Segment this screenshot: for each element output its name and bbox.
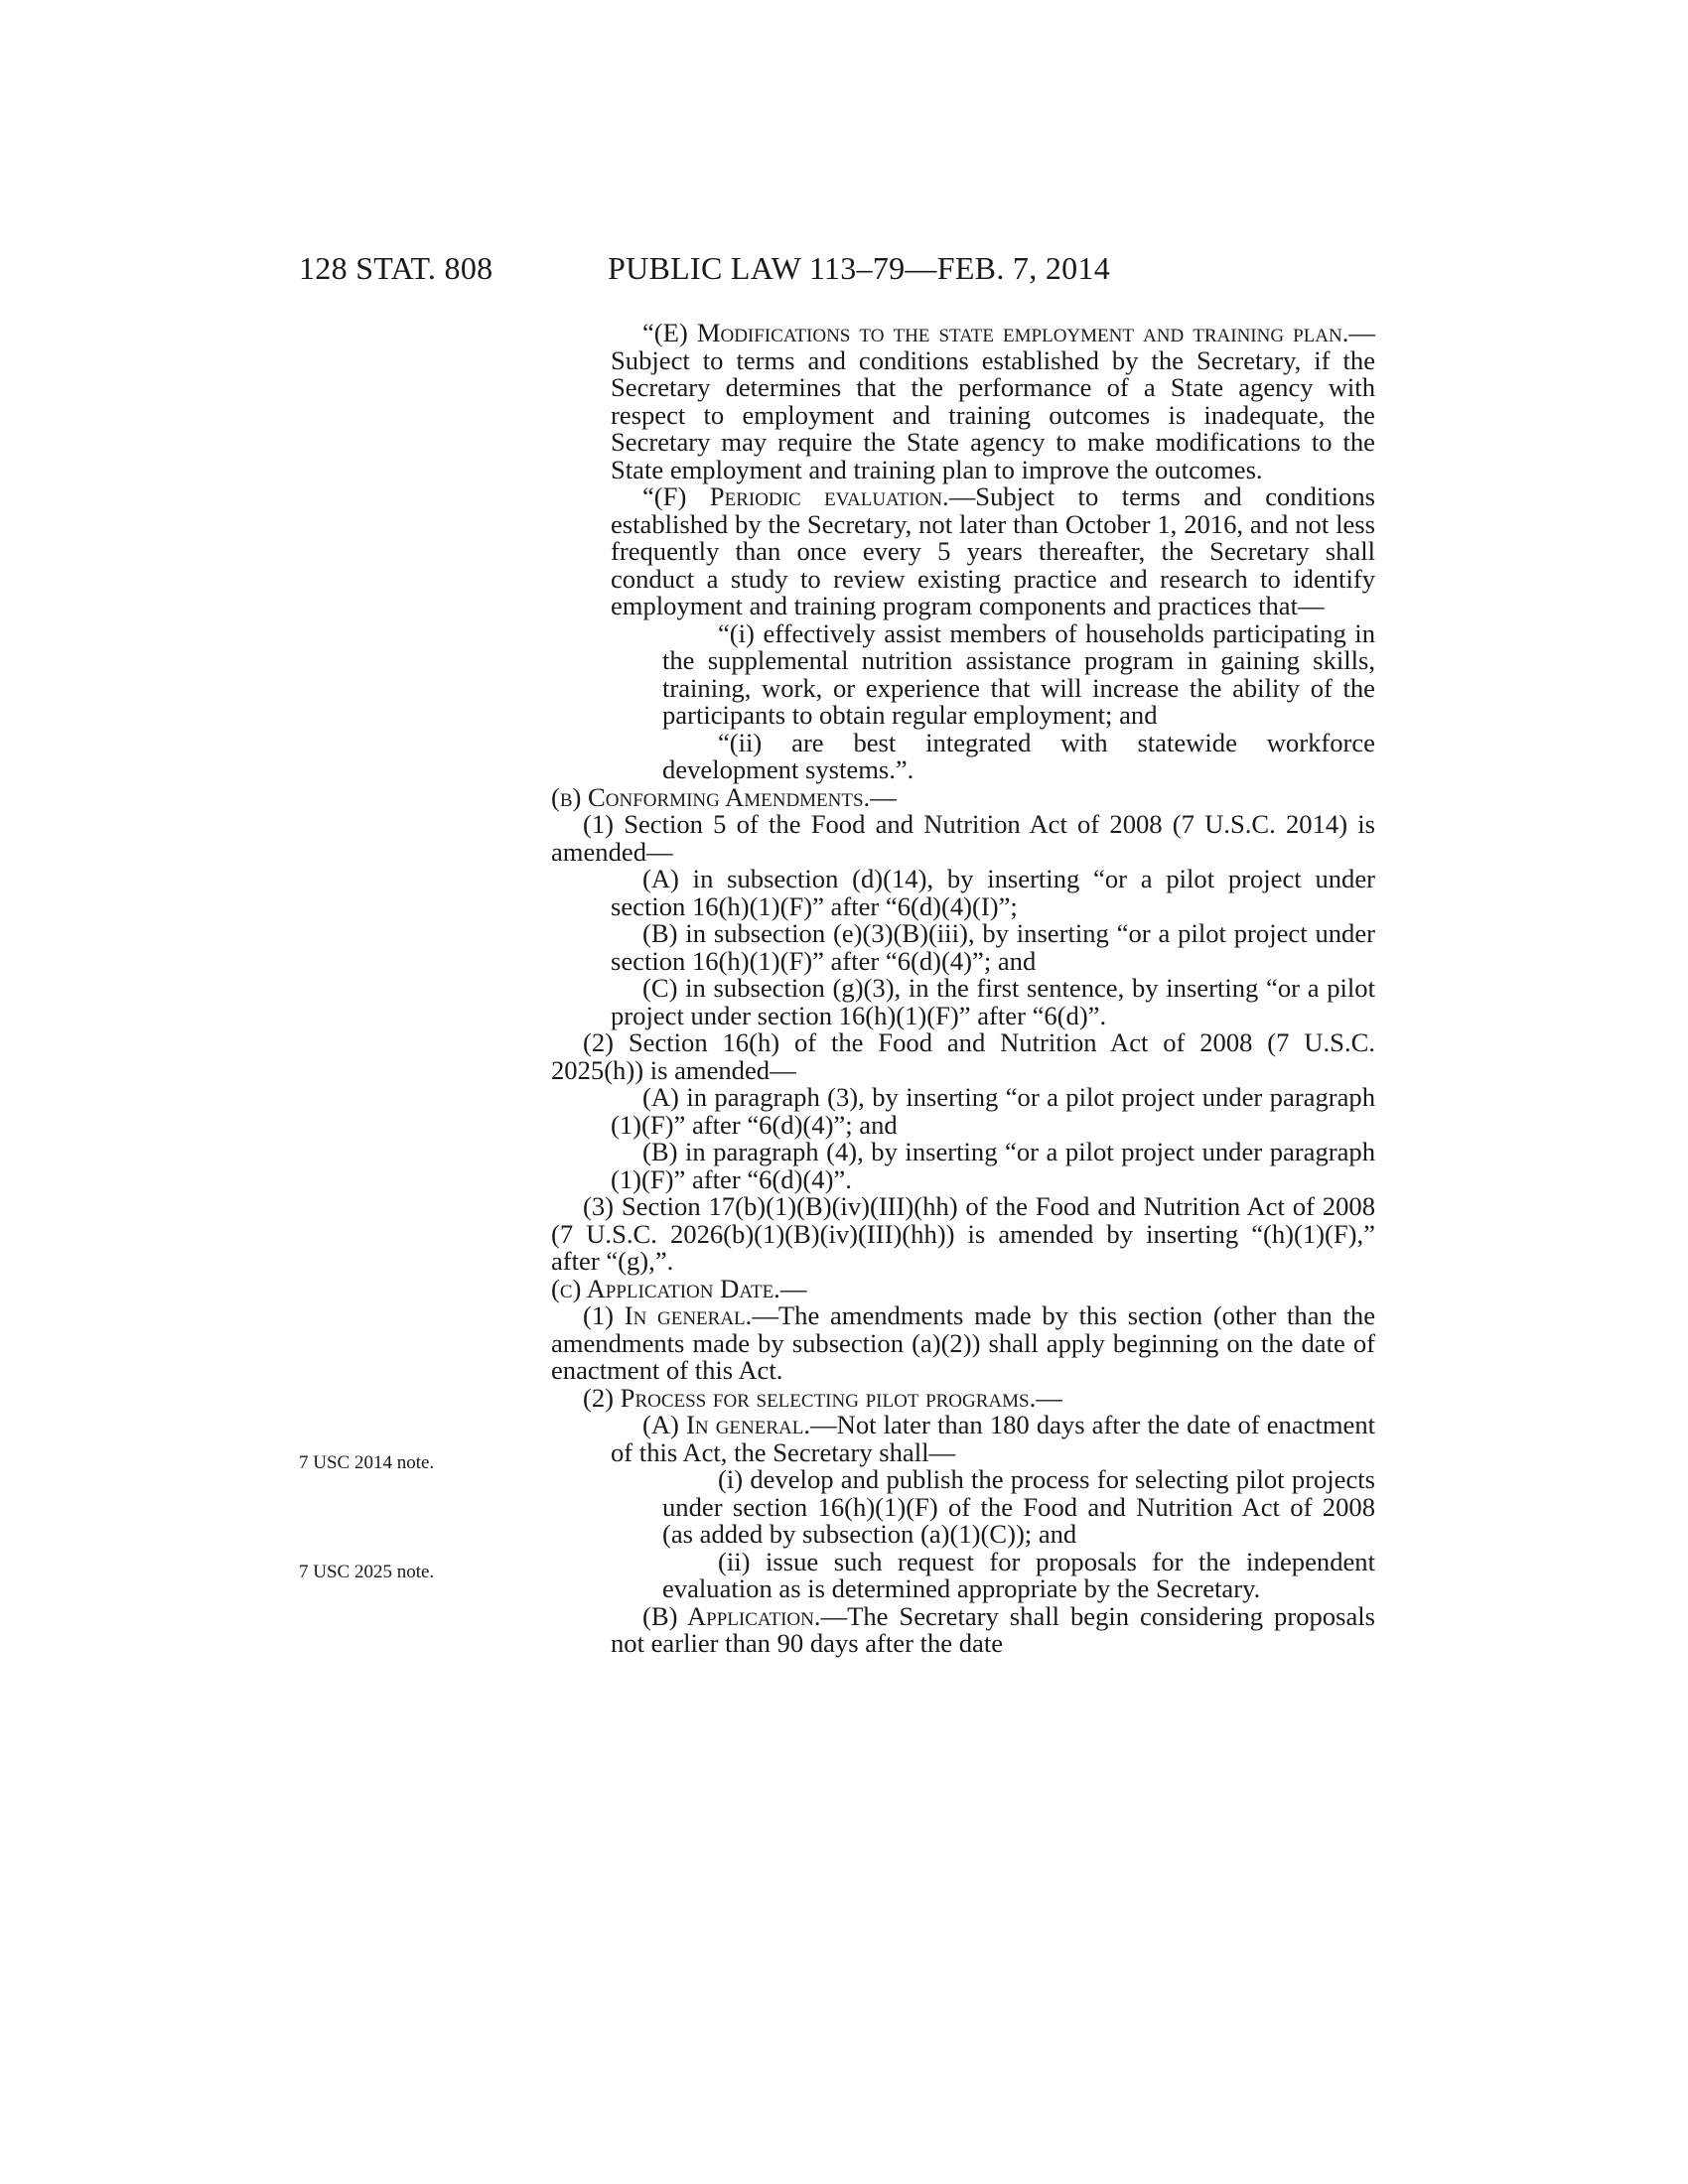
subsection-b-title: (b) Conforming Amendments.— [551, 781, 897, 812]
heading-f: “(F) Periodic evaluation. [642, 481, 949, 511]
paragraph-e [551, 320, 1375, 483]
heading-c2-b: (B) Application. [642, 1600, 821, 1631]
text-f: —Subject to terms and conditions established by the Secretary, not later than October 1, 2016, and not less frequently than once every 5 years thereafter, the Secretary shall conduct a study to review existing practice and research to identify employment and training program components and practices that— [611, 481, 1375, 620]
margin-note-usc-2025: 7 USC 2025 note. [299, 1562, 435, 1582]
subsection-c-title: (c) Application Date.— [551, 1273, 807, 1303]
subparagraph-b1-a: (A) in subsection (d)(14), by inserting “or a pilot project under section 16(h)(1)(F)” after “6(d)(4)(I)”; [611, 864, 1375, 921]
subparagraph-b1-c: (C) in subsection (g)(3), in the first sentence, by inserting “or a pilot project under section 16(h)(1)(F)” after “6(d)”. [611, 973, 1375, 1030]
subsection-c-heading [551, 1273, 1375, 1303]
paragraph-b2: (2) Section 16(h) of the Food and Nutrition Act of 2008 (7 U.S.C. 2025(h)) is amended— [551, 1027, 1375, 1085]
subparagraph-b1-b: (B) in subsection (e)(3)(B)(iii), by inserting “or a pilot project under section 16(h)(1)(F)” after “6(d)(4)”; and [611, 918, 1375, 976]
subparagraph-c2-a [551, 1412, 1375, 1466]
text-e: —Subject to terms and conditions established by the Secretary, if the Secretary determines that the performance of a State agency with respect to employment and training outcomes is inadequate, the Secretary may require the State agency to make modifications to the State employment and training plan to improve the outcomes. [611, 318, 1375, 484]
paragraph-b1: (1) Section 5 of the Food and Nutrition Act of 2008 (7 U.S.C. 2014) is amended— [551, 809, 1375, 867]
margin-note-usc-2014: 7 USC 2014 note. [299, 1452, 435, 1473]
heading-c1: (1) In general. [583, 1300, 753, 1330]
paragraph-c1 [551, 1302, 1375, 1385]
heading-c2-a: (A) In general. [642, 1410, 811, 1439]
clause-f-ii: “(ii) are best integrated with statewide workforce development systems.”. [662, 727, 1375, 784]
paragraph-f [551, 483, 1375, 620]
text-c1: —The amendments made by this section (other than the amendments made by subsection (a)(2)) shall apply beginning on the date of enactment of this Act. [551, 1300, 1376, 1385]
text-c2-a: —Not later than 180 days after the date of enactment of this Act, the Secretary shall— [611, 1410, 1376, 1467]
paragraph-b3: (3) Section 17(b)(1)(B)(iv)(III)(hh) of the Food and Nutrition Act of 2008 (7 U.S.C. 2026(b)(1)(B)(iv)(III)(hh)) is amended by inserting “(h)(1)(F),” after “(g),”. [551, 1191, 1375, 1276]
heading-c2: (2) Process for selecting pilot programs.— [583, 1382, 1062, 1413]
subparagraph-c2-b [551, 1600, 1375, 1658]
subparagraph-b2-a: (A) in paragraph (3), by inserting “or a pilot project under paragraph (1)(F)” after “6(d)(4)”; and [611, 1082, 1375, 1140]
heading-e: “(E) Modifications to the state employment and training plan. [642, 318, 1349, 347]
paragraph-c2-heading [551, 1382, 1375, 1413]
clause-f-i: “(i) effectively assist members of households participating in the supplemental nutrition assistance program in gaining skills, training, work, or experience that will increase the ability of the participants to obtain regular employment; and [662, 617, 1375, 730]
law-title: PUBLIC LAW 113–79—FEB. 7, 2014 [608, 250, 1111, 286]
stat-page-number: 128 STAT. 808 [299, 250, 493, 286]
subparagraph-b2-b: (B) in paragraph (4), by inserting “or a pilot project under paragraph (1)(F)” after “6(d)(4)”. [611, 1137, 1375, 1194]
page-header [0, 250, 1688, 290]
statute-body [551, 320, 1375, 1658]
subsection-b-heading [551, 781, 1375, 812]
text-c2-b: —The Secretary shall begin considering proposals not earlier than 90 days after the date [611, 1600, 1375, 1658]
clause-c2-a-i: (i) develop and publish the process for selecting pilot projects under section 16(h)(1)(F) of the Food and Nutrition Act of 2008 (as added by subsection (a)(1)(C)); and [662, 1464, 1375, 1549]
clause-c2-a-ii: (ii) issue such request for proposals for the independent evaluation as is determined appropriate by the Secretary. [662, 1546, 1375, 1603]
